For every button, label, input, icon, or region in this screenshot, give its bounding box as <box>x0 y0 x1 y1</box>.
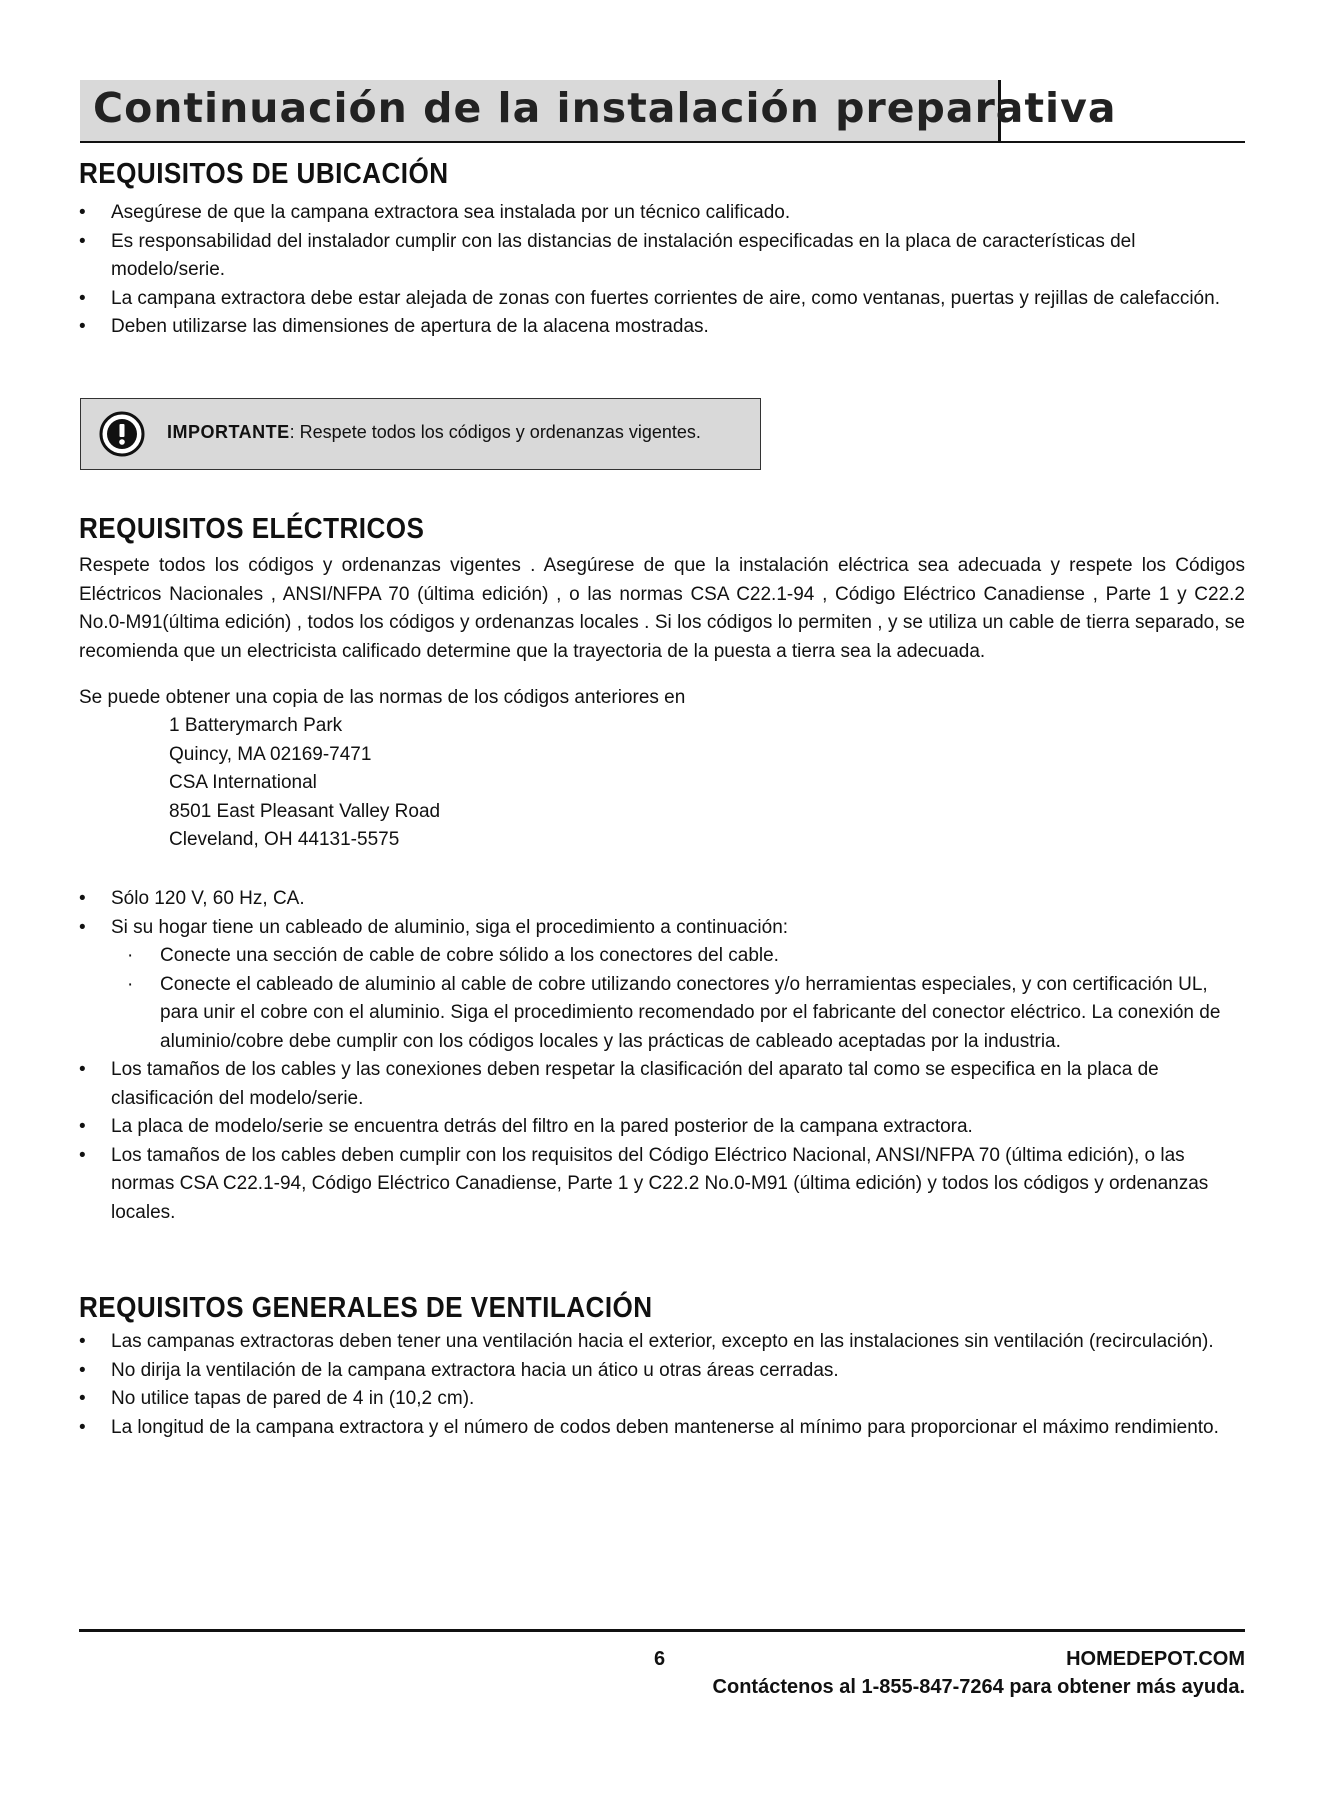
ventilation-heading: REQUISITOS GENERALES DE VENTILACIÓN <box>79 1292 653 1324</box>
address-line: Quincy, MA 02169-7471 <box>169 743 372 765</box>
copy-intro: Se puede obtener una copia de las normas de los códigos anteriores en <box>79 687 686 708</box>
important-label: IMPORTANTE <box>167 422 290 442</box>
address-block <box>169 712 440 855</box>
list-item: • Los tamaños de los cables deben cumplir con los requisitos del Código Eléctrico Nacional, ANSI/NFPA 70 (última edición), o las normas CSA C22.1-94, Código Eléctrico Canadiense, Parte 1 y C22.2 No.0-M91 (última edición) y todos los códigos y ordenanzas locales. <box>79 1142 1245 1228</box>
important-notice <box>80 398 761 470</box>
location-heading: REQUISITOS DE UBICACIÓN <box>79 158 449 190</box>
sub-item: · Conecte una sección de cable de cobre sólido a los conectores del cable. <box>79 942 1245 971</box>
address-line: Cleveland, OH 44131-5575 <box>169 829 400 850</box>
list-item: • Es responsabilidad del instalador cumplir con las distancias de instalación especificadas en la placa de características del modelo/serie. <box>79 228 1245 285</box>
list-item: • Asegúrese de que la campana extractora sea instalada por un técnico calificado. <box>79 199 1245 228</box>
footer-divider <box>79 1629 1245 1632</box>
list-item: • Sólo 120 V, 60 Hz, CA. <box>79 885 1245 914</box>
address-line: 8501 East Pleasant Valley Road <box>169 800 441 822</box>
important-text <box>167 422 701 443</box>
footer-website: HOMEDEPOT.COM <box>1066 1648 1245 1670</box>
aluminum-steps <box>111 942 1245 1056</box>
list-item: • La placa de modelo/serie se encuentra detrás del filtro en la pared posterior de la campana extractora. <box>79 1113 1245 1142</box>
exclamation-circle-icon <box>99 411 145 457</box>
electrical-list <box>79 885 1245 1227</box>
list-item: • La longitud de la campana extractora y el número de codos deben mantenerse al mínimo para proporcionar el máximo rendimiento. <box>79 1414 1245 1443</box>
list-item: • No dirija la ventilación de la campana extractora hacia un ático u otras áreas cerradas. <box>79 1357 1245 1386</box>
location-list <box>79 199 1245 342</box>
page-number: 6 <box>654 1648 666 1670</box>
list-item: • Las campanas extractoras deben tener una ventilación hacia el exterior, excepto en las instalaciones sin ventilación (recirculación). <box>79 1328 1245 1357</box>
electrical-paragraph: Respete todos los códigos y ordenanzas vigentes . Asegúrese de que la instalación eléctrica sea adecuada y respete los Códigos Eléctricos Nacionales , ANSI/NFPA 70 (última edición) , o las normas CSA C22.1-94 , Código Eléctrico Canadiense , Parte 1 y C22.2 No.0-M91(última edición) , todos los códigos y ordenanzas locales . Si los códigos lo permiten , y se utiliza un cable de tierra separado, se recomienda que un electricista calificado determine que la trayectoria de la puesta a tierra sea la adecuada. <box>79 555 1245 662</box>
sub-item: · Conecte el cableado de aluminio al cable de cobre utilizando conectores y/o herramientas especiales, y con certificación UL, para unir el cobre con el aluminio. Siga el procedimiento recomendado por el fabricante del conector eléctrico. La conexión de aluminio/cobre debe cumplir con los códigos locales y las prácticas de cableado aceptadas por la industria. <box>79 971 1245 1057</box>
page-title: Continuación de la instalación preparativa <box>93 84 1117 132</box>
list-item <box>79 914 1245 1057</box>
address-line: 1 Batterymarch Park <box>169 715 343 736</box>
title-divider <box>80 141 1245 143</box>
list-item-text: Si su hogar tiene un cableado de aluminio, siga el procedimiento a continuación: <box>111 916 789 938</box>
footer-contact: Contáctenos al 1-855-847-7264 para obtener más ayuda. <box>712 1676 1245 1698</box>
address-line: CSA International <box>169 772 317 793</box>
electrical-heading: REQUISITOS ELÉCTRICOS <box>79 513 425 545</box>
ventilation-list <box>79 1328 1245 1442</box>
important-message: : Respete todos los códigos y ordenanzas vigentes. <box>289 422 701 442</box>
list-item: • Los tamaños de los cables y las conexiones deben respetar la clasificación del aparato tal como se especifica en la placa de clasificación del modelo/serie. <box>79 1056 1245 1113</box>
list-item: • No utilice tapas de pared de 4 in (10,2 cm). <box>79 1385 1245 1414</box>
list-item: • Deben utilizarse las dimensiones de apertura de la alacena mostradas. <box>79 313 1245 342</box>
list-item: • La campana extractora debe estar alejada de zonas con fuertes corrientes de aire, como ventanas, puertas y rejillas de calefacción. <box>79 285 1245 314</box>
